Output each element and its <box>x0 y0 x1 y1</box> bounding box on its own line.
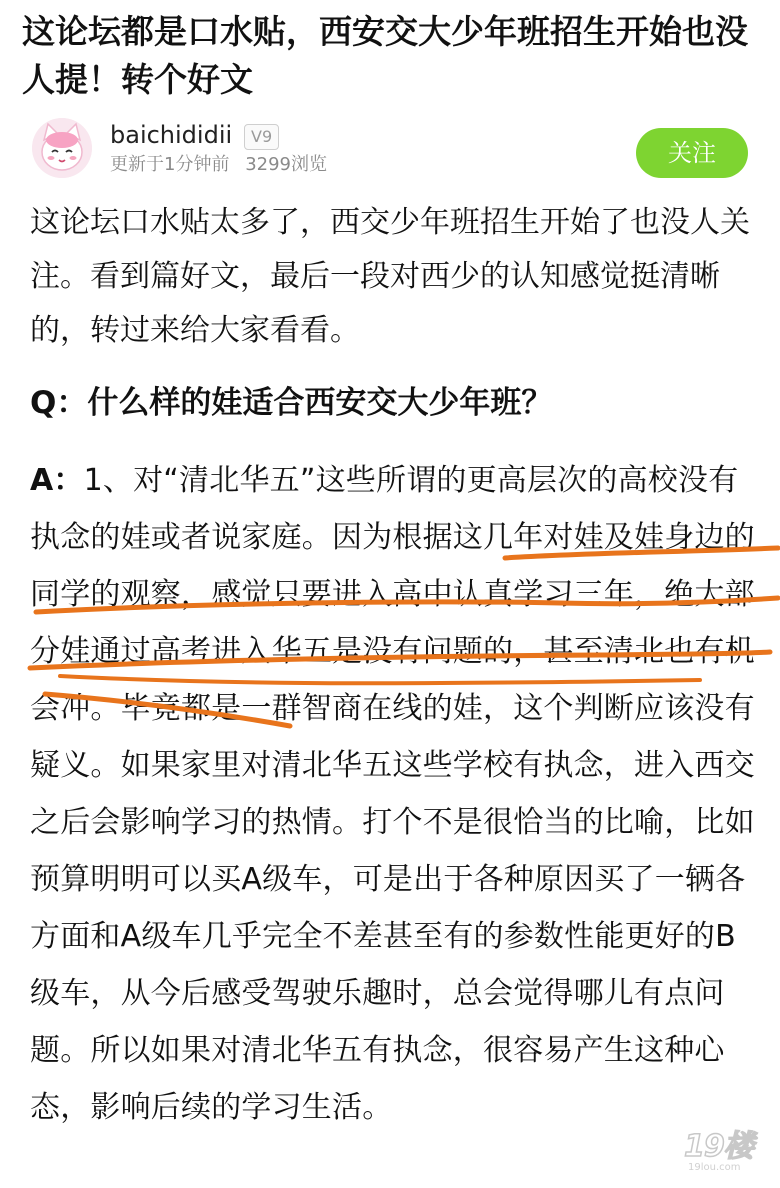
post-question: Q：什么样的娃适合西安交大少年班？ <box>30 385 553 421</box>
user-level-badge: V9 <box>244 124 279 150</box>
follow-button[interactable]: 关注 <box>636 128 748 178</box>
answer-lead: A： <box>30 463 84 498</box>
answer-body: 1、对“清北华五”这些所谓的更高层次的高校没有执念的娃或者说家庭。因为根据这几年对娃及娃身边的同学的观察，感觉只要进入高中认真学习三年，绝大部分娃通过高考进入华五是没有问题的，甚至清北也有机会冲。毕竟都是一群智商在线的娃，这个判断应该没有疑义。如果家里对清北华五这些学校有执念，进入西交之后会影响学习的热情。打个不是很恰当的比喻，比如预算明明可以买A级车，可是出于各种原因买了一辆各方面和A级车几乎完全不差甚至有的参数性能更好的B级车，从今后感受驾驶乐趣时，总会觉得哪儿有点问题。所以如果对清北华五有执念，很容易产生这种心态，影响后续的学习生活。 <box>30 463 755 1125</box>
post-answer <box>30 452 760 1136</box>
author-row <box>32 118 756 184</box>
view-count: 3299浏览 <box>245 154 327 175</box>
author-username[interactable]: baichididii <box>110 121 233 149</box>
site-watermark-logo <box>678 1130 758 1174</box>
post-meta <box>110 153 327 177</box>
update-time: 更新于1分钟前 <box>110 154 230 175</box>
watermark-text: 19楼 <box>684 1129 753 1164</box>
cartoon-cat-avatar-icon[interactable] <box>32 118 92 178</box>
post-title: 这论坛都是口水贴，西安交大少年班招生开始也没人提！转个好文 <box>22 12 748 99</box>
watermark-domain: 19lou.com <box>688 1162 741 1173</box>
post-intro: 这论坛口水贴太多了，西交少年班招生开始了也没人关注。看到篇好文，最后一段对西少的认知感觉挺清晰的，转过来给大家看看。 <box>30 205 750 348</box>
